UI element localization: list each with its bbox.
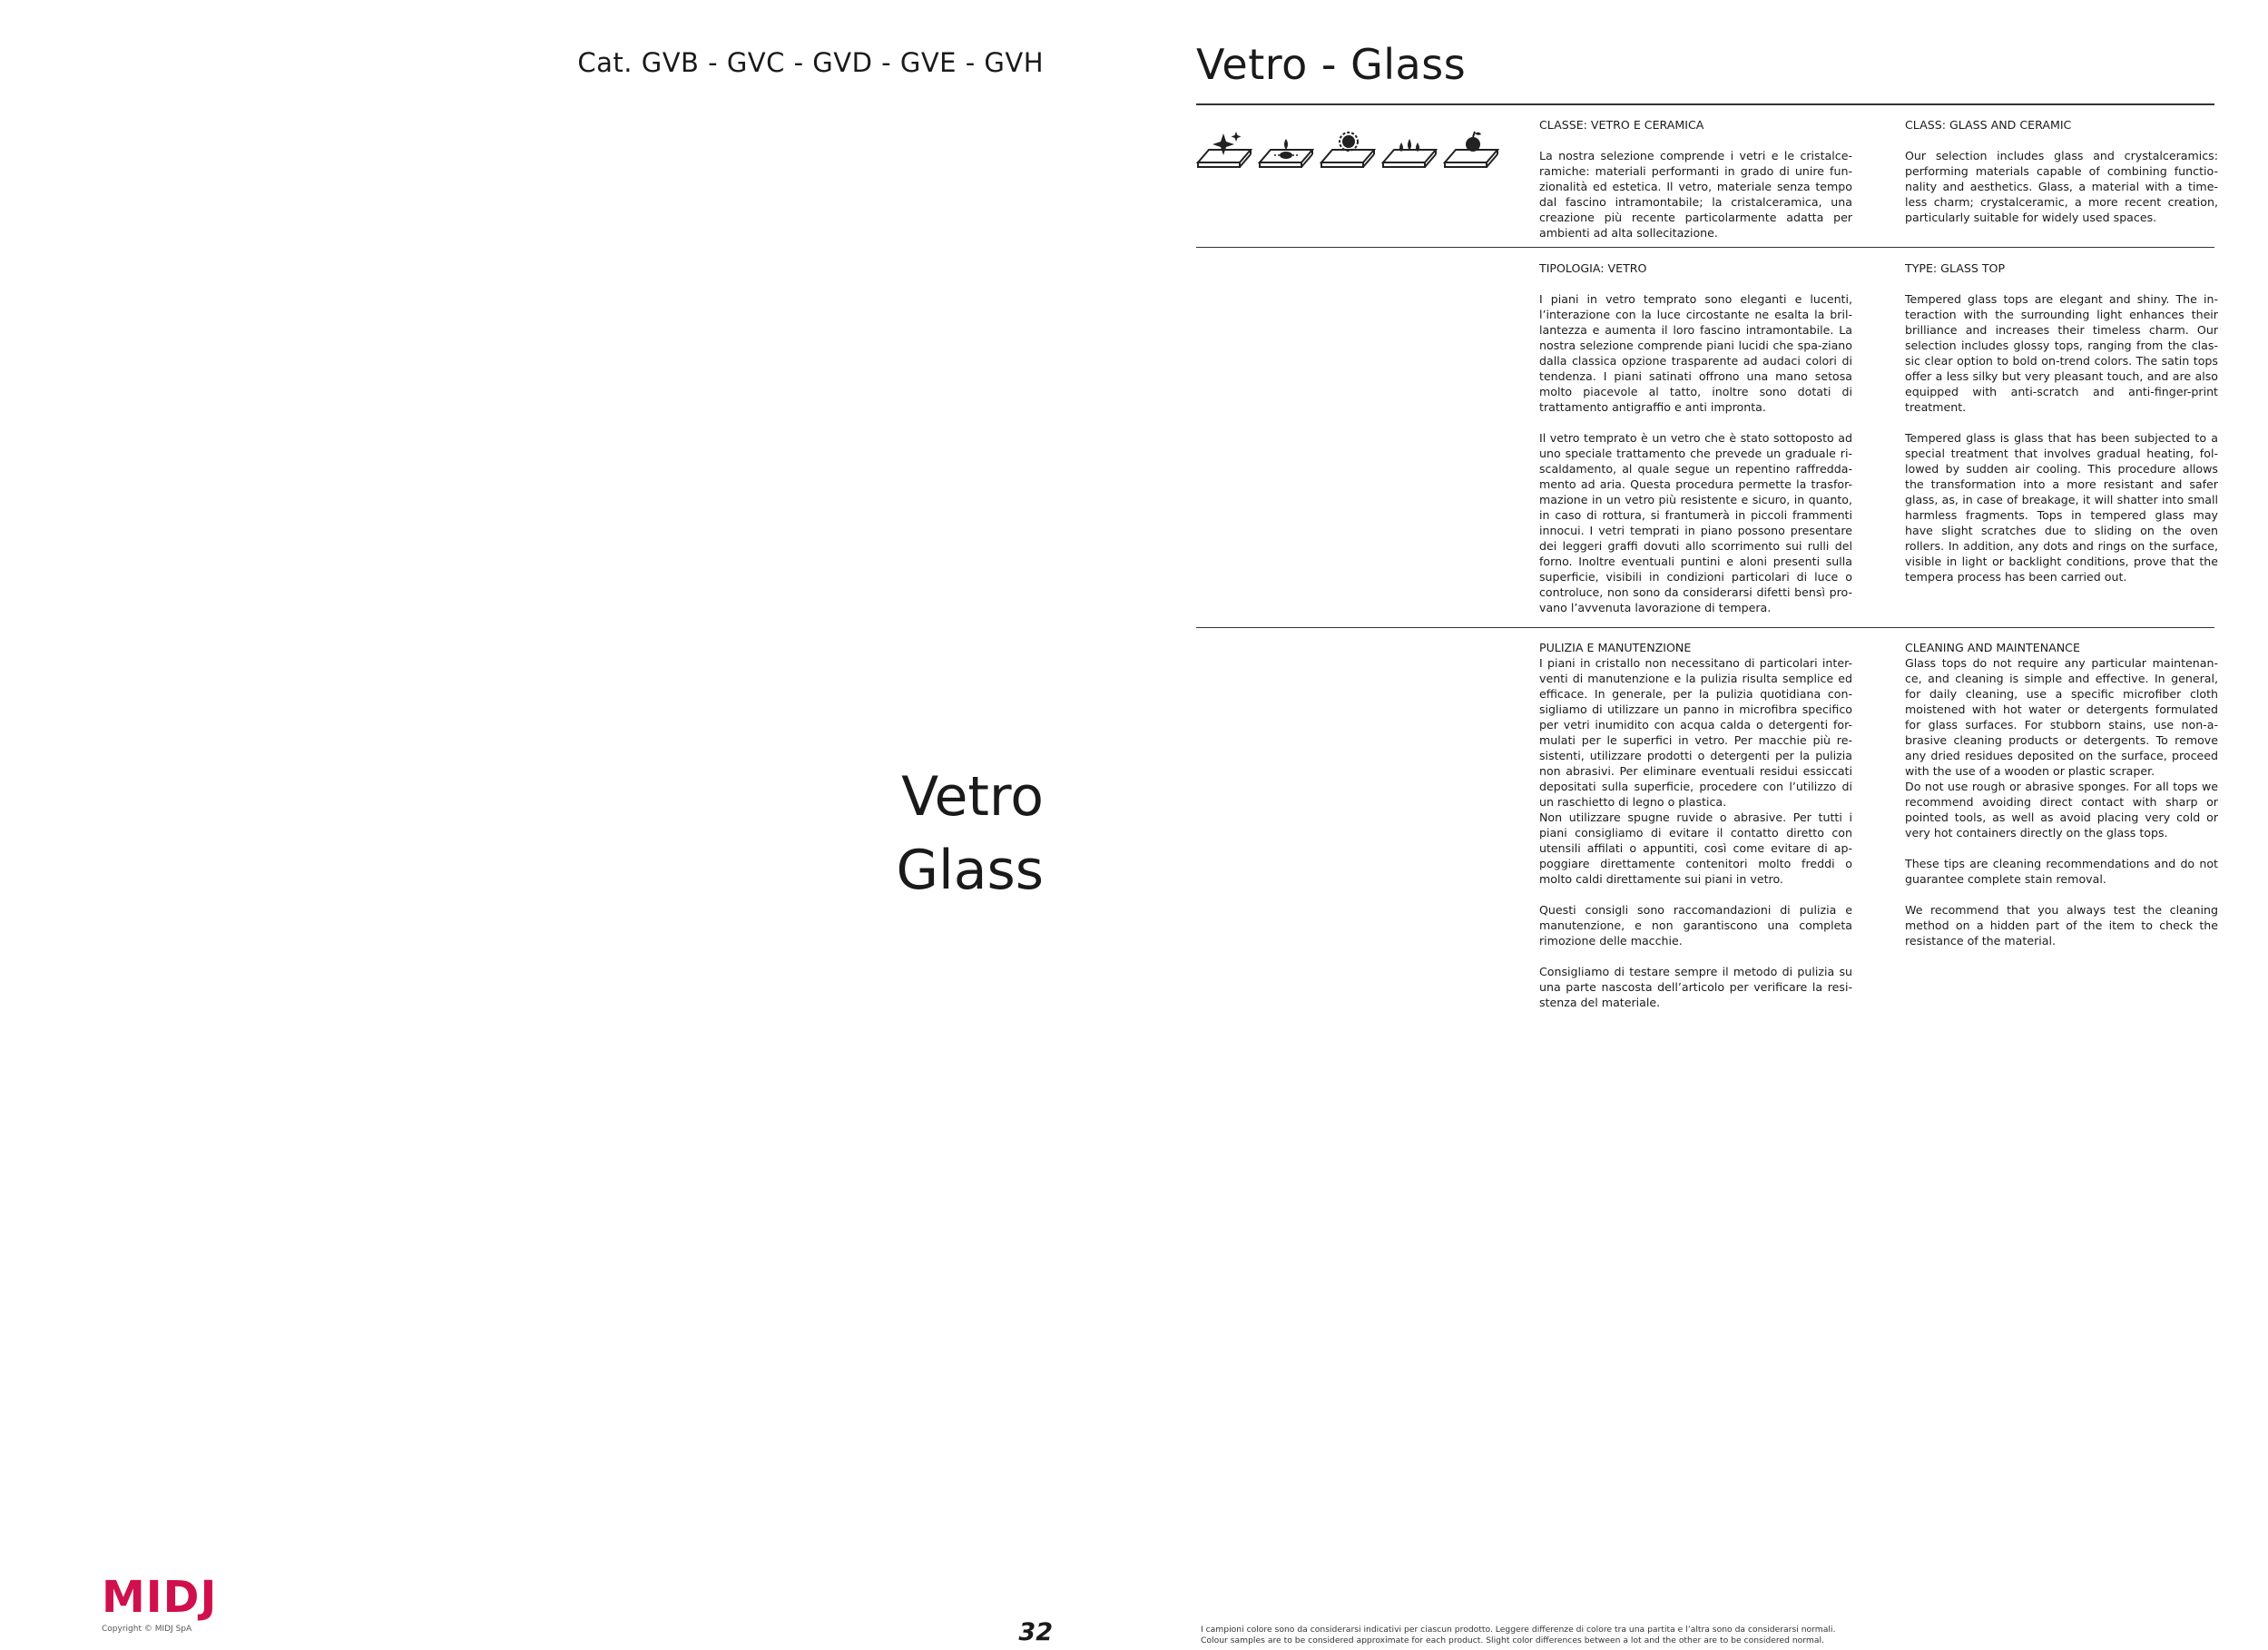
section-heading: TIPOLOGIA: VETRO — [1539, 261, 1647, 275]
type-english — [1905, 260, 2218, 584]
scratch-resistant-icon — [1196, 130, 1252, 170]
paragraph: We recommend that you always test the cleaning method on a hidden part of the item to check the resistance of the material. — [1905, 903, 2218, 948]
category-codes: Cat. GVB - GVC - GVD - GVE - GVH — [577, 47, 1044, 78]
cleaning-english — [1905, 640, 2218, 948]
property-icons — [1196, 130, 1499, 170]
section-divider — [1196, 627, 2214, 628]
class-italian — [1539, 117, 1852, 241]
cleaning-italian — [1539, 640, 1852, 1010]
heat-resistant-icon — [1258, 130, 1314, 170]
paragraph: I piani in cristallo non necessitano di particolari inter-venti di manutenzione e la pulizia risulta semplice ed efficace. In generale, per la pulizia quotidiana con-sigliamo di utilizzare un panno in microfibra specifico per vetri inumidito con acqua calda o detergenti for-mulati per le superfici in vetro. Per macchie più re-sistenti, utilizzare prodotti o detergenti per la pulizia non abrasivi. Per eliminare eventuali residui essiccati depositati sulla superficie, procedere con l’utilizzo di un raschietto di legno o plastica. — [1539, 656, 1852, 809]
section-heading: CLASS: GLASS AND CERAMIC — [1905, 118, 2072, 132]
sun-resistant-icon — [1320, 130, 1376, 170]
paragraph: Glass tops do not require any particular maintenan-ce, and cleaning is simple and effective. In general, for daily cleaning, use a specific microfiber cloth moistened with hot water or detergents formulated for glass surfaces. For stubborn stains, use non-a-brasive cleaning products or detergents. To remove any dried residues deposited on the surface, proceed with the use of a wooden or plastic scraper. — [1905, 656, 2218, 778]
brand-logo — [102, 1572, 218, 1634]
paragraph: Do not use rough or abrasive sponges. For all tops we recommend avoiding direct contact with sharp or pointed tools, as well as avoid placing very cold or very hot containers directly on the glass tops. — [1905, 780, 2218, 840]
paragraph: Tempered glass tops are elegant and shiny. The in-teraction with the surrounding light enhances their brilliance and increases their timeless charm. Our selection includes glossy tops, ranging from the clas-sic clear option to bold on-trend colors. The satin tops offer a less silky but very pleasant touch, and are also equipped with anti-scratch and anti-finger-print treatment. — [1905, 292, 2218, 414]
section-divider — [1196, 247, 2214, 248]
page-title: Vetro - Glass — [1196, 40, 1467, 89]
paragraph: Il vetro temprato è un vetro che è stato sottoposto ad uno speciale trattamento che prevede un graduale ri-scaldamento, al quale segue un repentino raffredda-mento ad aria. Questa procedura permette la trasfor-mazione in un vetro più resistente e sicuro, in quanto, in caso di rottura, si frantumerà in piccoli frammenti innocui. I vetri temprati in piano possono presentare dei leggeri graffi dovuti allo scorrimento sui rulli del forno. Inoltre eventuali puntini e aloni presenti sulla superficie, visibili in condizioni particolari di luce o controluce, non sono da considerarsi difetti bensì pro-vano l’avvenuta lavorazione di tempera. — [1539, 431, 1852, 614]
paragraph: I piani in vetro temprato sono eleganti e lucenti, l’interazione con la luce circostante ne esalta la bril-lantezza e aumenta il loro fascino intramontabile. La nostra selezione comprende piani lucidi che spa-ziano dalla classica opzione trasparente ad audaci colori di tendenza. I piani satinati offrono una mano setosa molto piacevole al tatto, inoltre sono dotati di trattamento antigraffio e anti impronta. — [1539, 292, 1852, 414]
type-italian — [1539, 260, 1852, 615]
page-number: 32 — [1018, 1618, 1053, 1646]
copyright-text: Copyright © MIDJ SpA — [102, 1625, 192, 1634]
section-hero-title — [635, 761, 1044, 908]
color-disclaimer — [1201, 1625, 1835, 1646]
liquid-resistant-icon — [1381, 130, 1438, 170]
stain-resistant-icon — [1443, 130, 1499, 170]
paragraph: La nostra selezione comprende i vetri e le cristalce-ramiche: materiali performanti in grado di unire fun-zionalità ed estetica. Il vetro, materiale senza tempo dal fascino intramontabile; la cristalceramica, una creazione più recente particolarmente adatta per ambienti ad alta sollecitazione. — [1539, 149, 1852, 240]
disclaimer-italian: I campioni colore sono da considerarsi indicativi per ciascun prodotto. Leggere differenze di colore tra una partita e l’altra sono da considerarsi normali. — [1201, 1625, 1836, 1635]
section-heading: TYPE: GLASS TOP — [1905, 261, 2006, 275]
section-heading: CLEANING AND MAINTENANCE — [1905, 641, 2080, 654]
paragraph: Non utilizzare spugne ruvide o abrasive. Per tutti i piani consigliamo di evitare il contatto diretto con utensili affilati o appuntiti, così come evitare di ap-poggiare direttamente contenitori molto freddi o molto caldi direttamente sui piani in vetro. — [1539, 810, 1852, 886]
paragraph: These tips are cleaning recommendations and do not guarantee complete stain removal. — [1905, 857, 2218, 886]
paragraph: Tempered glass is glass that has been subjected to a special treatment that involves gradual heating, fol-lowed by sudden air cooling. This procedure allows the transformation into a more resistant and safer glass, as, in case of breakage, it will shatter into small harmless fragments. Tops in tempered glass may have slight scratches due to sliding on the oven rollers. In addition, any dots and rings on the surface, visible in light or backlight conditions, prove that the tempera process has been carried out. — [1905, 431, 2218, 584]
disclaimer-english: Colour samples are to be considered approximate for each product. Slight color differences between a lot and the other are to be considered normal. — [1201, 1635, 1824, 1645]
paragraph: Questi consigli sono raccomandazioni di pulizia e manutenzione, e non garantiscono una completa rimozione delle macchie. — [1539, 903, 1852, 948]
section-heading: PULIZIA E MANUTENZIONE — [1539, 641, 1692, 654]
hero-line-vetro: Vetro — [901, 765, 1044, 829]
logo-wordmark: MIDJ — [102, 1572, 218, 1623]
class-english — [1905, 117, 2218, 225]
section-heading: CLASSE: VETRO E CERAMICA — [1539, 118, 1704, 132]
paragraph: Our selection includes glass and crystalceramics: performing materials capable of combining functio-nality and aesthetics. Glass, a material with a time-less charm; crystalceramic, a more recent creation, particularly suitable for widely used spaces. — [1905, 149, 2218, 224]
paragraph: Consigliamo di testare sempre il metodo di pulizia su una parte nascosta dell’articolo per verificare la resi-stenza del materiale. — [1539, 965, 1852, 1009]
title-divider — [1196, 103, 2214, 105]
hero-line-glass: Glass — [896, 839, 1044, 902]
